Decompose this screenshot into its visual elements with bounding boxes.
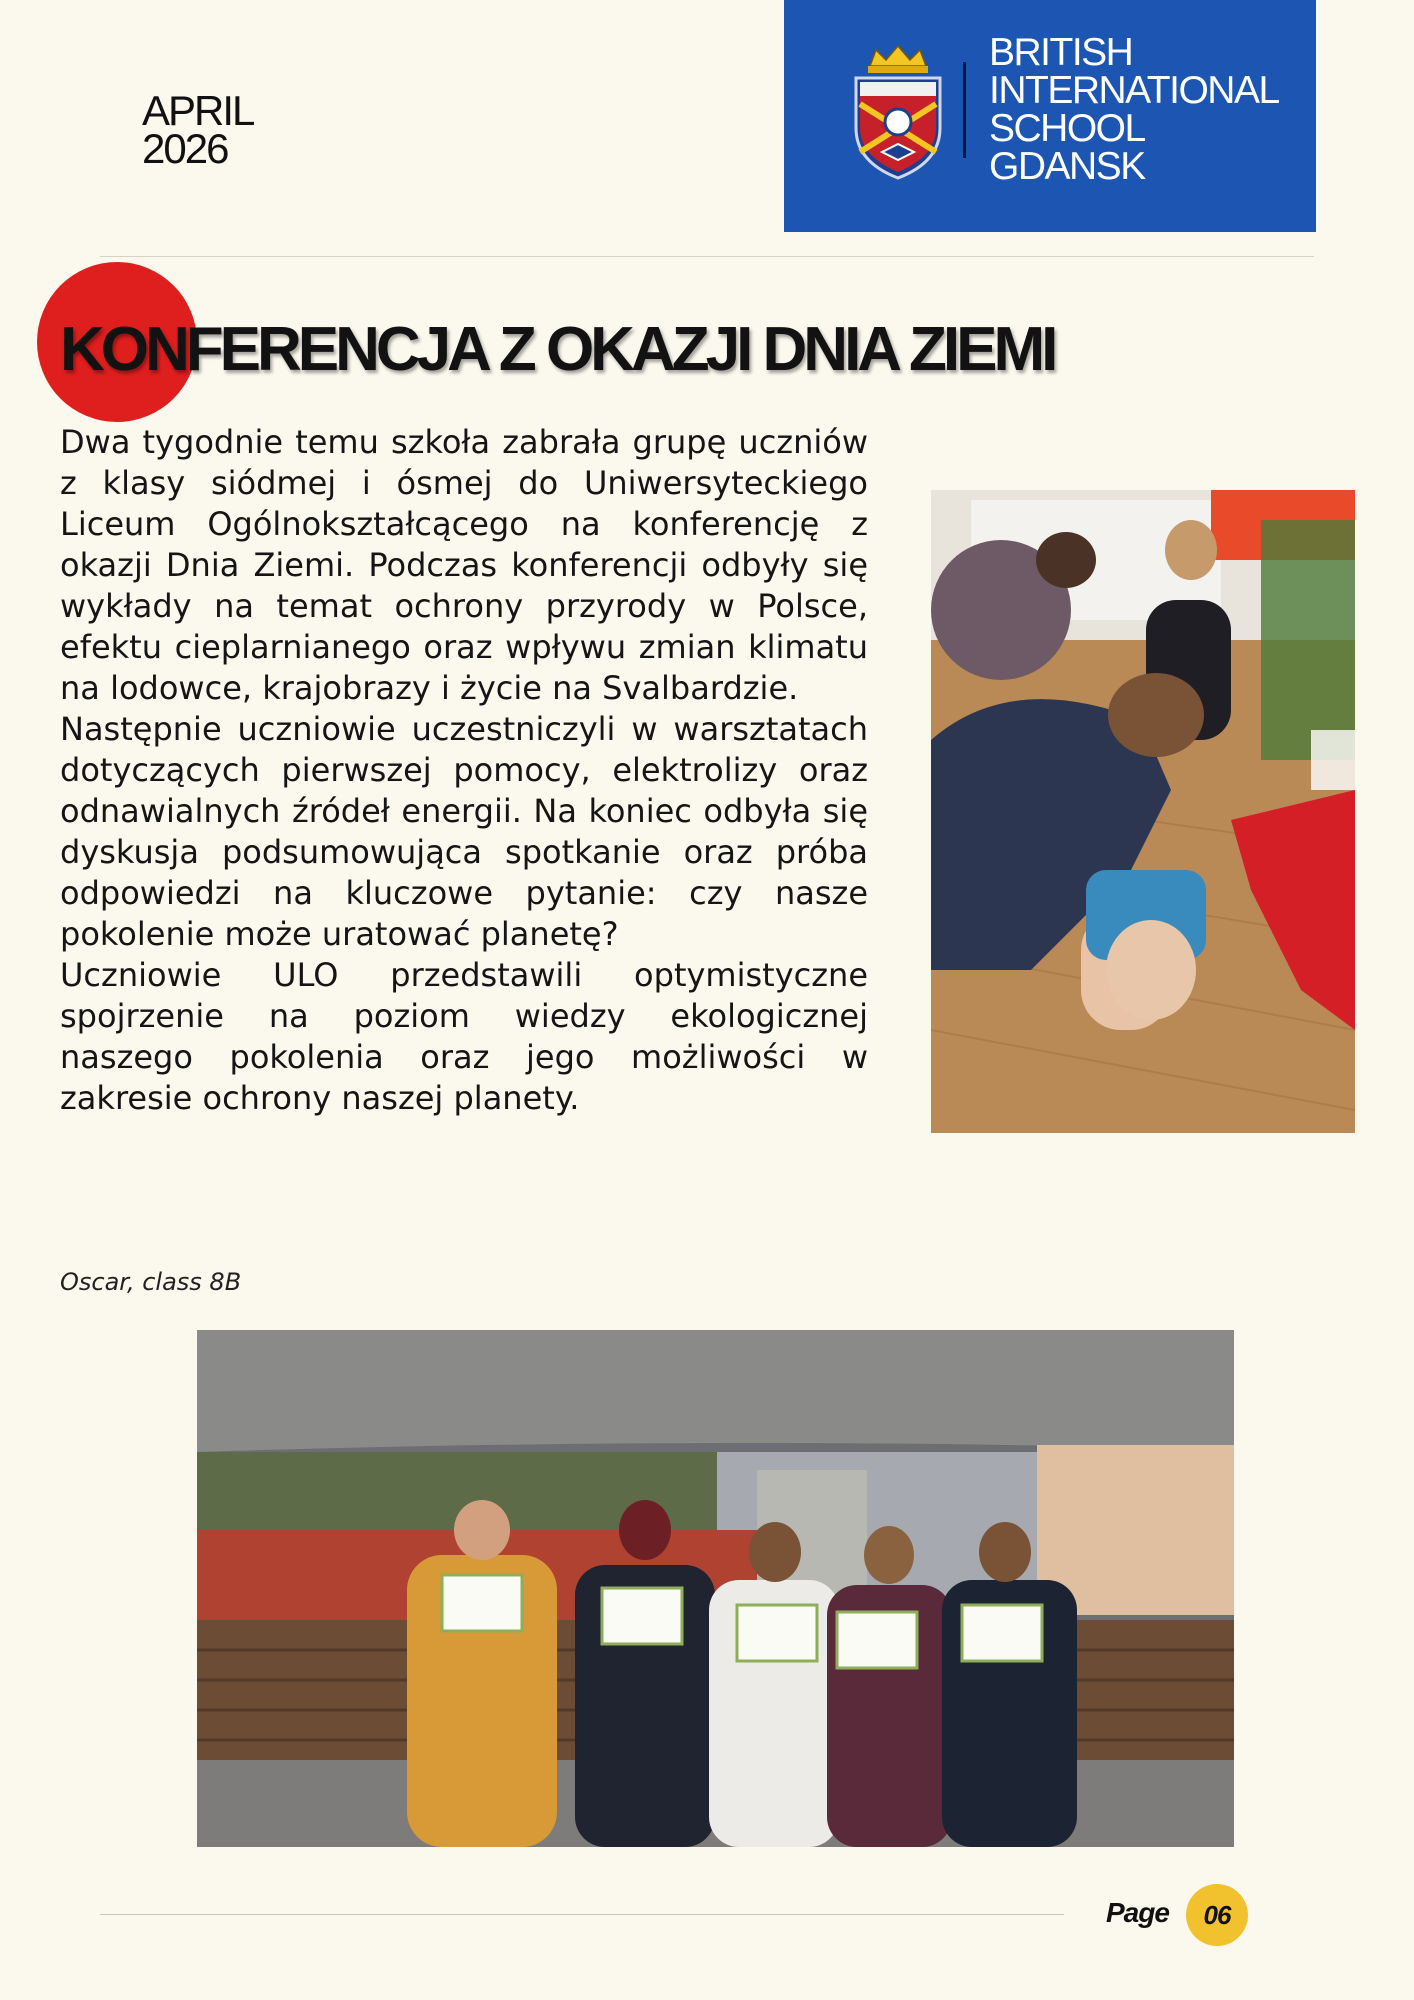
page-number-badge: 06 <box>1186 1884 1248 1946</box>
article-body <box>60 422 868 1119</box>
article-headline: KONFERENCJA Z OKAZJI DNIA ZIEMI <box>60 315 1055 384</box>
header-divider <box>100 256 1314 257</box>
certificates-group-photo <box>197 1330 1234 1847</box>
school-banner <box>784 0 1316 232</box>
school-name <box>989 31 1279 188</box>
issue-date <box>142 87 254 172</box>
school-name-line: GDANSK <box>989 145 1145 188</box>
school-crest-icon <box>850 44 946 182</box>
school-name-line: INTERNATIONAL <box>989 69 1279 112</box>
article-author: Oscar, class 8B <box>60 1268 242 1296</box>
article-paragraph: Uczniowie ULO przedstawili optymistyczne spojrzenie na poziom wiedzy ekologicznej naszego pokolenia oraz jego możliwości w zakresie ochrony naszej planety. <box>60 956 868 1117</box>
page-label: Page <box>1106 1897 1169 1928</box>
article-paragraph: Następnie uczniowie uczestniczyli w warsztatach dotyczących pierwszej pomocy, elektrolizy oraz odnawialnych źródeł energii. Na koniec odbyła się dyskusja podsumowująca spotkanie oraz próba odpowiedzi na kluczowe pytanie: czy nasze pokolenie może uratować planetę? <box>60 710 868 953</box>
first-aid-workshop-photo <box>931 490 1355 1133</box>
banner-divider <box>963 62 966 158</box>
article-paragraph: Dwa tygodnie temu szkoła zabrała grupę uczniów z klasy siódmej i ósmej do Uniwersyteckiego Liceum Ogólnokształcącego na konferencję z okazji Dnia Ziemi. Podczas konferencji odbyły się wykłady na temat ochrony przyrody w Polsce, efektu cieplarnianego oraz wpływu zmian klimatu na lodowce, krajobrazy i życie na Svalbardzie. <box>60 423 868 707</box>
school-name-line: BRITISH <box>989 31 1133 74</box>
issue-year: 2026 <box>142 125 228 172</box>
footer-divider <box>100 1914 1064 1915</box>
issue-month: APRIL <box>142 87 254 134</box>
school-name-line: SCHOOL <box>989 107 1145 150</box>
